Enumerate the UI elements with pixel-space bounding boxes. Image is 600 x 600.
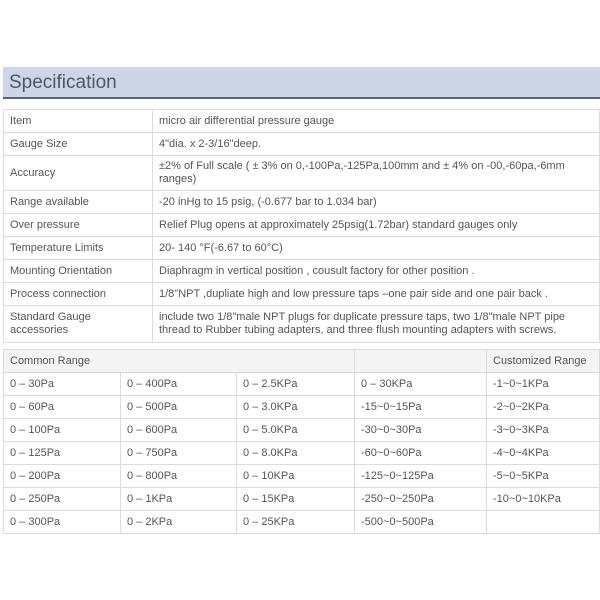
range-cell: 0 – 60Pa [4,396,121,419]
section-title: Specification [9,72,117,93]
range-cell: -10~0~10KPa [487,488,600,511]
range-cell: 0 – 30Pa [4,373,121,396]
range-cell: 0 – 5.0KPa [237,419,355,442]
spec-value: ±2% of Full scale ( ± 3% on 0,-100Pa,-125Pa,100mm and ± 4% on -00,-60pa,-6mm ranges) [153,156,600,191]
range-cell: 0 – 2KPa [121,511,237,534]
spec-key: Mounting Orientation [4,260,153,283]
range-cell: 0 – 100Pa [4,419,121,442]
range-table [3,349,600,534]
spec-value: 4"dia. x 2-3/16"deep. [153,133,600,156]
range-cell: 0 – 250Pa [4,488,121,511]
range-cell: -1~0~1KPa [487,373,600,396]
range-cell: 0 – 750Pa [121,442,237,465]
range-row [4,488,600,511]
range-cell: 0 – 400Pa [121,373,237,396]
spec-row [4,156,600,191]
specification-table [3,109,600,343]
range-cell: -5~0~5KPa [487,465,600,488]
spec-row [4,260,600,283]
spec-key: Item [4,110,153,133]
range-header-row [4,350,600,373]
range-cell: 0 – 1KPa [121,488,237,511]
spec-key: Temperature Limits [4,237,153,260]
spec-value: 1/8"NPT ,dupliate high and low pressure taps –one pair side and one pair back . [153,283,600,306]
range-cell: 0 – 300Pa [4,511,121,534]
customized-range-header: Customized Range [487,350,600,373]
spec-value: Relief Plug opens at approximately 25psig(1.72bar) standard gauges only [153,214,600,237]
range-cell: -2~0~2KPa [487,396,600,419]
range-cell: 0 – 600Pa [121,419,237,442]
spec-value: include two 1/8"male NPT plugs for duplicate pressure taps, two 1/8"male NPT pipe thread to Rubber tubing adapters, and three flush mounting adapters with screws. [153,306,600,343]
spec-key: Gauge Size [4,133,153,156]
spec-row [4,214,600,237]
range-cell: -250~0~250Pa [355,488,487,511]
spec-key: Over pressure [4,214,153,237]
common-range-header: Common Range [4,350,355,373]
spec-value: micro air differential pressure gauge [153,110,600,133]
spec-row [4,133,600,156]
range-cell: -3~0~3KPa [487,419,600,442]
range-cell: 0 – 25KPa [237,511,355,534]
range-cell: 0 – 3.0KPa [237,396,355,419]
range-cell: 0 – 30KPa [355,373,487,396]
spec-key: Standard Gauge accessories [4,306,153,343]
range-cell: 0 – 500Pa [121,396,237,419]
range-cell: -30~0~30Pa [355,419,487,442]
spec-row [4,283,600,306]
range-cell: -500~0~500Pa [355,511,487,534]
spec-row [4,237,600,260]
range-row [4,419,600,442]
range-cell: 0 – 800Pa [121,465,237,488]
spec-row [4,306,600,343]
range-row [4,442,600,465]
range-cell: -60~0~60Pa [355,442,487,465]
range-cell: 0 – 10KPa [237,465,355,488]
range-cell: 0 – 200Pa [4,465,121,488]
spec-row [4,110,600,133]
range-cell: -15~0~15Pa [355,396,487,419]
spec-key: Process connection [4,283,153,306]
range-row [4,373,600,396]
spec-key: Accuracy [4,156,153,191]
range-cell: -125~0~125Pa [355,465,487,488]
empty-header-cell [355,350,487,373]
spec-row [4,191,600,214]
range-row [4,396,600,419]
range-cell: 0 – 125Pa [4,442,121,465]
range-cell: 0 – 15KPa [237,488,355,511]
range-cell: 0 – 2.5KPa [237,373,355,396]
range-cell [487,511,600,534]
spec-key: Range available [4,191,153,214]
spec-value: -20 inHg to 15 psig, (-0.677 bar to 1.034 bar) [153,191,600,214]
range-cell: -4~0~4KPa [487,442,600,465]
section-header [3,67,600,99]
range-row [4,465,600,488]
spec-value: 20- 140 °F(-6.67 to 60°C) [153,237,600,260]
range-cell: 0 – 8.0KPa [237,442,355,465]
spec-value: Diaphragm in vertical position , cousult factory for other position . [153,260,600,283]
range-row [4,511,600,534]
